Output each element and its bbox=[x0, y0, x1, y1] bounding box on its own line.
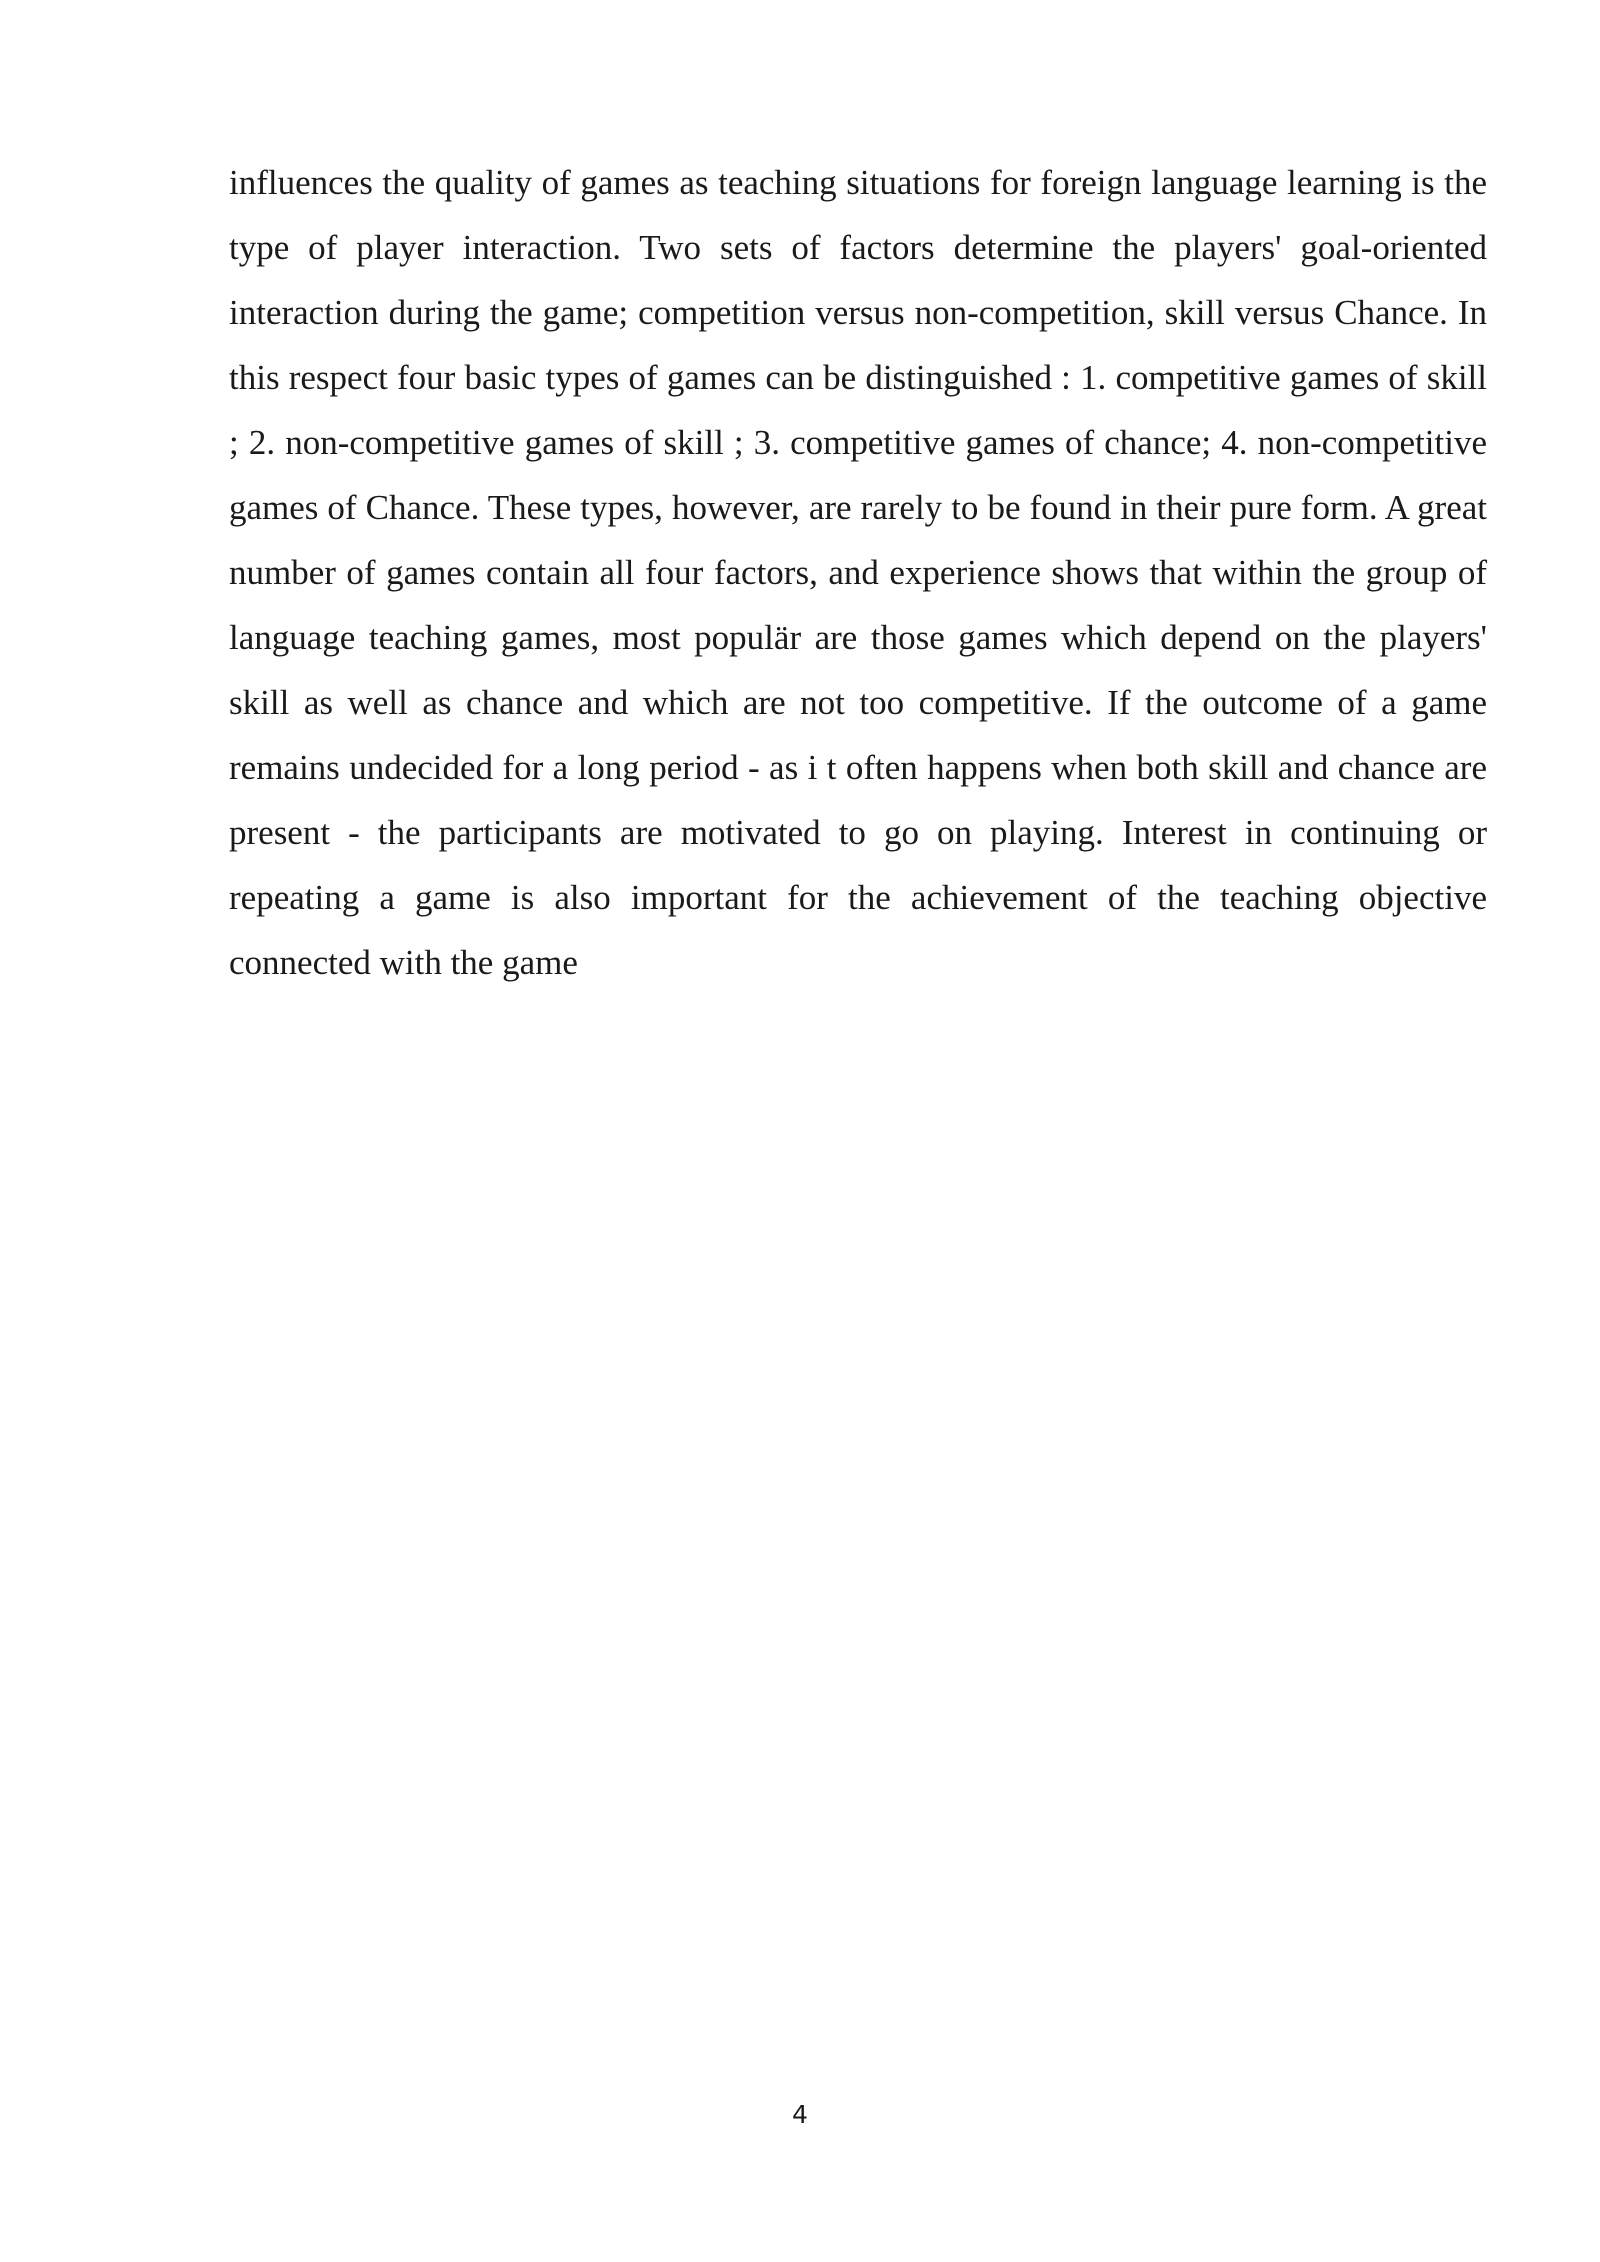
page-number: 4 bbox=[792, 2100, 808, 2129]
body-paragraph: influences the quality of games as teaching situations for foreign language learning is the type of player interaction. Two sets of factors determine the players' goal-oriented interaction during the game; competition versus non-competition, skill versus Chance. In this respect four basic types of games can be distinguished : 1. competitive games of skill ; 2. non-competitive games of skill ; 3. competitive games of chance; 4. non-competitive games of Chance. These types, however, are rarely to be found in their pure form. A great number of games contain all four factors, and experience shows that within the group of language teaching games, most populär are those games which depend on the players' skill as well as chance and which are not too competitive. If the outcome of a game remains undecided for a long period - as i t often happens when both skill and chance are present - the participants are motivated to go on playing. Interest in continuing or repeating a game is also important for the achievement of the teaching objective connected with the game bbox=[229, 163, 1487, 982]
